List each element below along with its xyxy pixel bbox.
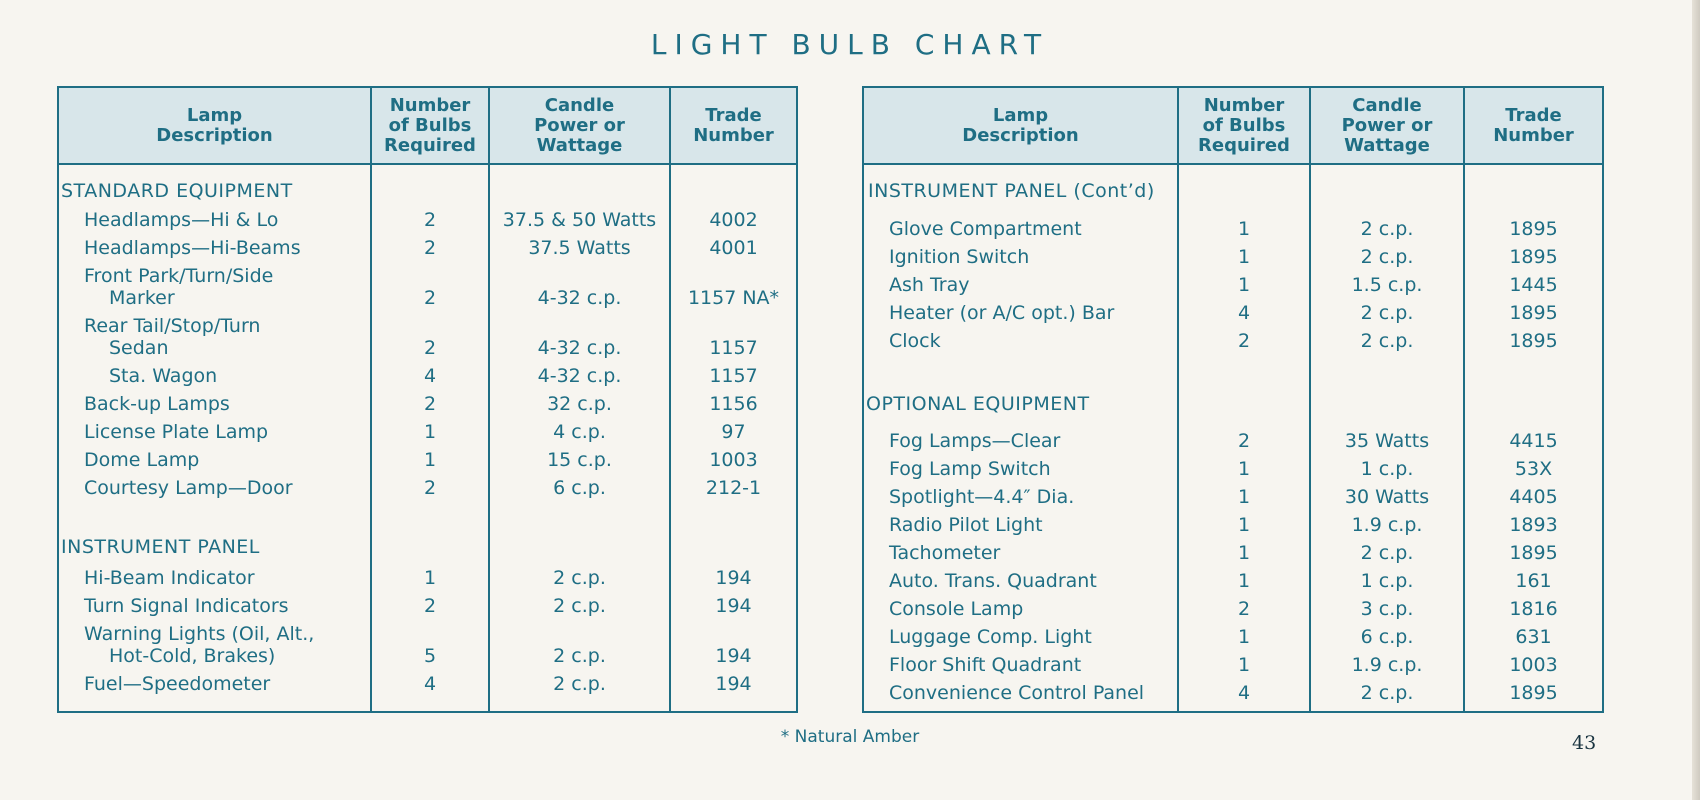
trade-number: 1157 NA* xyxy=(687,287,780,309)
header-number-of-bulbs: Number of Bulbs Required xyxy=(384,94,476,156)
lamp-description: Console Lamp xyxy=(889,598,1024,620)
candle-power: 6 c.p. xyxy=(553,477,606,499)
footnote: * Natural Amber xyxy=(780,727,920,747)
trade-number: 1003 xyxy=(709,449,758,471)
lamp-description: Ash Tray xyxy=(889,274,970,296)
bulb-count: 1 xyxy=(1237,542,1251,564)
lamp-description: Sedan xyxy=(109,337,169,359)
lamp-description: Ignition Switch xyxy=(889,246,1030,268)
trade-number: 1157 xyxy=(709,337,758,359)
bulb-count: 5 xyxy=(423,645,437,667)
page-number: 43 xyxy=(1572,732,1597,754)
header-trade-number: Trade Number xyxy=(693,104,774,146)
trade-number: 97 xyxy=(721,421,746,443)
lamp-description: Headlamps—Hi-Beams xyxy=(84,237,301,259)
section-label: INSTRUMENT PANEL xyxy=(61,536,260,558)
table-row xyxy=(59,237,796,265)
table-row xyxy=(59,421,796,449)
header-lamp-description: Lamp Description xyxy=(962,104,1079,146)
trade-number: 4405 xyxy=(1509,486,1558,508)
candle-power: 2 c.p. xyxy=(553,595,606,617)
lamp-description: Hot-Cold, Brakes) xyxy=(109,645,276,667)
table-row xyxy=(864,682,1602,710)
lamp-description: Back-up Lamps xyxy=(84,393,230,415)
candle-power: 30 Watts xyxy=(1344,486,1430,508)
lamp-description: Sta. Wagon xyxy=(109,365,218,387)
bulb-count: 2 xyxy=(423,287,437,309)
trade-number: 1895 xyxy=(1509,330,1558,352)
lamp-description: Hi-Beam Indicator xyxy=(84,567,255,589)
table-row xyxy=(864,486,1602,514)
table-row xyxy=(864,626,1602,654)
bulb-count: 1 xyxy=(423,449,437,471)
lamp-description: Glove Compartment xyxy=(889,218,1082,240)
lamp-description: Front Park/Turn/Side xyxy=(84,265,274,287)
lamp-description: License Plate Lamp xyxy=(84,421,269,443)
lamp-description: Fog Lamp Switch xyxy=(889,458,1051,480)
lamp-description: Floor Shift Quadrant xyxy=(889,654,1082,676)
table-row xyxy=(864,458,1602,486)
candle-power: 2 c.p. xyxy=(1360,330,1414,352)
trade-number: 1157 xyxy=(709,365,758,387)
trade-number: 1895 xyxy=(1509,542,1558,564)
section-label: OPTIONAL EQUIPMENT xyxy=(866,393,1090,415)
candle-power: 1.9 c.p. xyxy=(1351,514,1423,536)
lamp-description: Auto. Trans. Quadrant xyxy=(889,570,1097,592)
lamp-description: Marker xyxy=(109,287,175,309)
lamp-description: Heater (or A/C opt.) Bar xyxy=(889,302,1115,324)
trade-number: 194 xyxy=(715,645,752,667)
trade-number: 1893 xyxy=(1509,514,1558,536)
lamp-description: Spotlight—4.4″ Dia. xyxy=(889,486,1075,508)
bulb-count: 1 xyxy=(1237,514,1251,536)
table-row xyxy=(864,302,1602,330)
bulb-count: 2 xyxy=(423,337,437,359)
lamp-description: Warning Lights (Oil, Alt., xyxy=(84,623,315,645)
trade-number: 1895 xyxy=(1509,246,1558,268)
candle-power: 32 c.p. xyxy=(547,393,612,415)
header-rule xyxy=(59,163,796,165)
bulb-count: 1 xyxy=(1237,218,1251,240)
trade-number: 631 xyxy=(1515,626,1552,648)
bulb-count: 1 xyxy=(1237,458,1251,480)
bulb-count: 2 xyxy=(1237,598,1251,620)
trade-number: 53X xyxy=(1514,458,1553,480)
section-heading xyxy=(864,393,1602,421)
table-row xyxy=(59,209,796,237)
bulb-count: 1 xyxy=(1237,486,1251,508)
trade-number: 4002 xyxy=(709,209,758,231)
candle-power: 2 c.p. xyxy=(553,567,606,589)
candle-power: 4-32 c.p. xyxy=(537,287,622,309)
lamp-description: Tachometer xyxy=(889,542,1001,564)
candle-power: 2 c.p. xyxy=(1360,542,1414,564)
bulb-count: 2 xyxy=(1237,430,1251,452)
candle-power: 2 c.p. xyxy=(1360,682,1414,704)
section-heading xyxy=(864,180,1602,208)
lamp-description: Headlamps—Hi & Lo xyxy=(84,209,279,231)
table-row xyxy=(864,654,1602,682)
table-row xyxy=(864,274,1602,302)
bulb-count: 4 xyxy=(423,365,437,387)
candle-power: 1 c.p. xyxy=(1360,458,1414,480)
lamp-description: Clock xyxy=(889,330,941,352)
bulb-count: 4 xyxy=(423,673,437,695)
lamp-description: Fuel—Speedometer xyxy=(84,673,271,695)
table-row xyxy=(59,337,796,365)
bulb-count: 4 xyxy=(1237,302,1251,324)
bulb-count: 1 xyxy=(1237,246,1251,268)
bulb-count: 4 xyxy=(1237,682,1251,704)
table-row xyxy=(59,477,796,505)
section-heading xyxy=(59,536,796,564)
table-row xyxy=(59,393,796,421)
candle-power: 15 c.p. xyxy=(547,449,612,471)
table-row xyxy=(59,365,796,393)
lamp-description: Courtesy Lamp—Door xyxy=(84,477,293,499)
lamp-description: Luggage Comp. Light xyxy=(889,626,1092,648)
candle-power: 37.5 Watts xyxy=(528,237,631,259)
candle-power: 2 c.p. xyxy=(553,673,606,695)
table-row xyxy=(864,218,1602,246)
trade-number: 4001 xyxy=(709,237,758,259)
bulb-count: 1 xyxy=(423,567,437,589)
candle-power: 3 c.p. xyxy=(1360,598,1414,620)
left-table xyxy=(57,86,798,713)
candle-power: 4-32 c.p. xyxy=(537,365,622,387)
bulb-count: 1 xyxy=(1237,274,1251,296)
candle-power: 35 Watts xyxy=(1344,430,1430,452)
trade-number: 1895 xyxy=(1509,302,1558,324)
table-row xyxy=(59,673,796,701)
trade-number: 194 xyxy=(715,673,752,695)
page-edge xyxy=(1692,0,1700,800)
table-row xyxy=(59,645,796,673)
bulb-count: 1 xyxy=(1237,570,1251,592)
table-row xyxy=(59,449,796,477)
candle-power: 1 c.p. xyxy=(1360,570,1414,592)
header-rule xyxy=(864,163,1602,165)
table-row xyxy=(864,598,1602,626)
lamp-description: Radio Pilot Light xyxy=(889,514,1043,536)
section-heading xyxy=(59,180,796,208)
bulb-count: 2 xyxy=(423,237,437,259)
table-row xyxy=(864,542,1602,570)
candle-power: 2 c.p. xyxy=(1360,302,1414,324)
candle-power: 2 c.p. xyxy=(553,645,606,667)
trade-number: 194 xyxy=(715,567,752,589)
trade-number: 1895 xyxy=(1509,218,1558,240)
candle-power: 6 c.p. xyxy=(1360,626,1414,648)
bulb-count: 2 xyxy=(423,209,437,231)
page-title: LIGHT BULB CHART xyxy=(650,28,1050,61)
candle-power: 2 c.p. xyxy=(1360,218,1414,240)
bulb-count: 2 xyxy=(423,595,437,617)
header-number-of-bulbs: Number of Bulbs Required xyxy=(1198,94,1290,156)
table-row xyxy=(59,567,796,595)
lamp-description: Fog Lamps—Clear xyxy=(889,430,1061,452)
header-candle-power: Candle Power or Wattage xyxy=(534,94,625,156)
candle-power: 2 c.p. xyxy=(1360,246,1414,268)
header-candle-power: Candle Power or Wattage xyxy=(1341,94,1433,156)
lamp-description: Dome Lamp xyxy=(84,449,200,471)
header-trade-number: Trade Number xyxy=(1493,104,1574,146)
candle-power: 4-32 c.p. xyxy=(537,337,622,359)
table-row xyxy=(864,330,1602,358)
bulb-count: 2 xyxy=(423,393,437,415)
bulb-count: 2 xyxy=(423,477,437,499)
table-row xyxy=(59,595,796,623)
lamp-description: Turn Signal Indicators xyxy=(84,595,289,617)
trade-number: 1895 xyxy=(1509,682,1558,704)
trade-number: 1003 xyxy=(1509,654,1558,676)
candle-power: 1.5 c.p. xyxy=(1351,274,1423,296)
lamp-description: Convenience Control Panel xyxy=(889,682,1145,704)
header-lamp-description: Lamp Description xyxy=(156,104,273,146)
section-label: STANDARD EQUIPMENT xyxy=(61,180,293,202)
section-label: INSTRUMENT PANEL (Cont’d) xyxy=(868,180,1155,202)
trade-number: 212-1 xyxy=(705,477,762,499)
lamp-description: Rear Tail/Stop/Turn xyxy=(84,315,261,337)
candle-power: 37.5 & 50 Watts xyxy=(502,209,657,231)
bulb-count: 1 xyxy=(1237,626,1251,648)
table-row xyxy=(864,430,1602,458)
bulb-count: 2 xyxy=(1237,330,1251,352)
trade-number: 1156 xyxy=(709,393,758,415)
table-row xyxy=(864,514,1602,542)
candle-power: 4 c.p. xyxy=(553,421,606,443)
trade-number: 1445 xyxy=(1509,274,1558,296)
trade-number: 194 xyxy=(715,595,752,617)
right-table xyxy=(862,86,1604,713)
candle-power: 1.9 c.p. xyxy=(1351,654,1423,676)
trade-number: 161 xyxy=(1515,570,1552,592)
trade-number: 4415 xyxy=(1509,430,1558,452)
trade-number: 1816 xyxy=(1509,598,1558,620)
bulb-count: 1 xyxy=(1237,654,1251,676)
bulb-count: 1 xyxy=(423,421,437,443)
table-row xyxy=(864,246,1602,274)
table-row xyxy=(59,287,796,315)
table-row xyxy=(864,570,1602,598)
